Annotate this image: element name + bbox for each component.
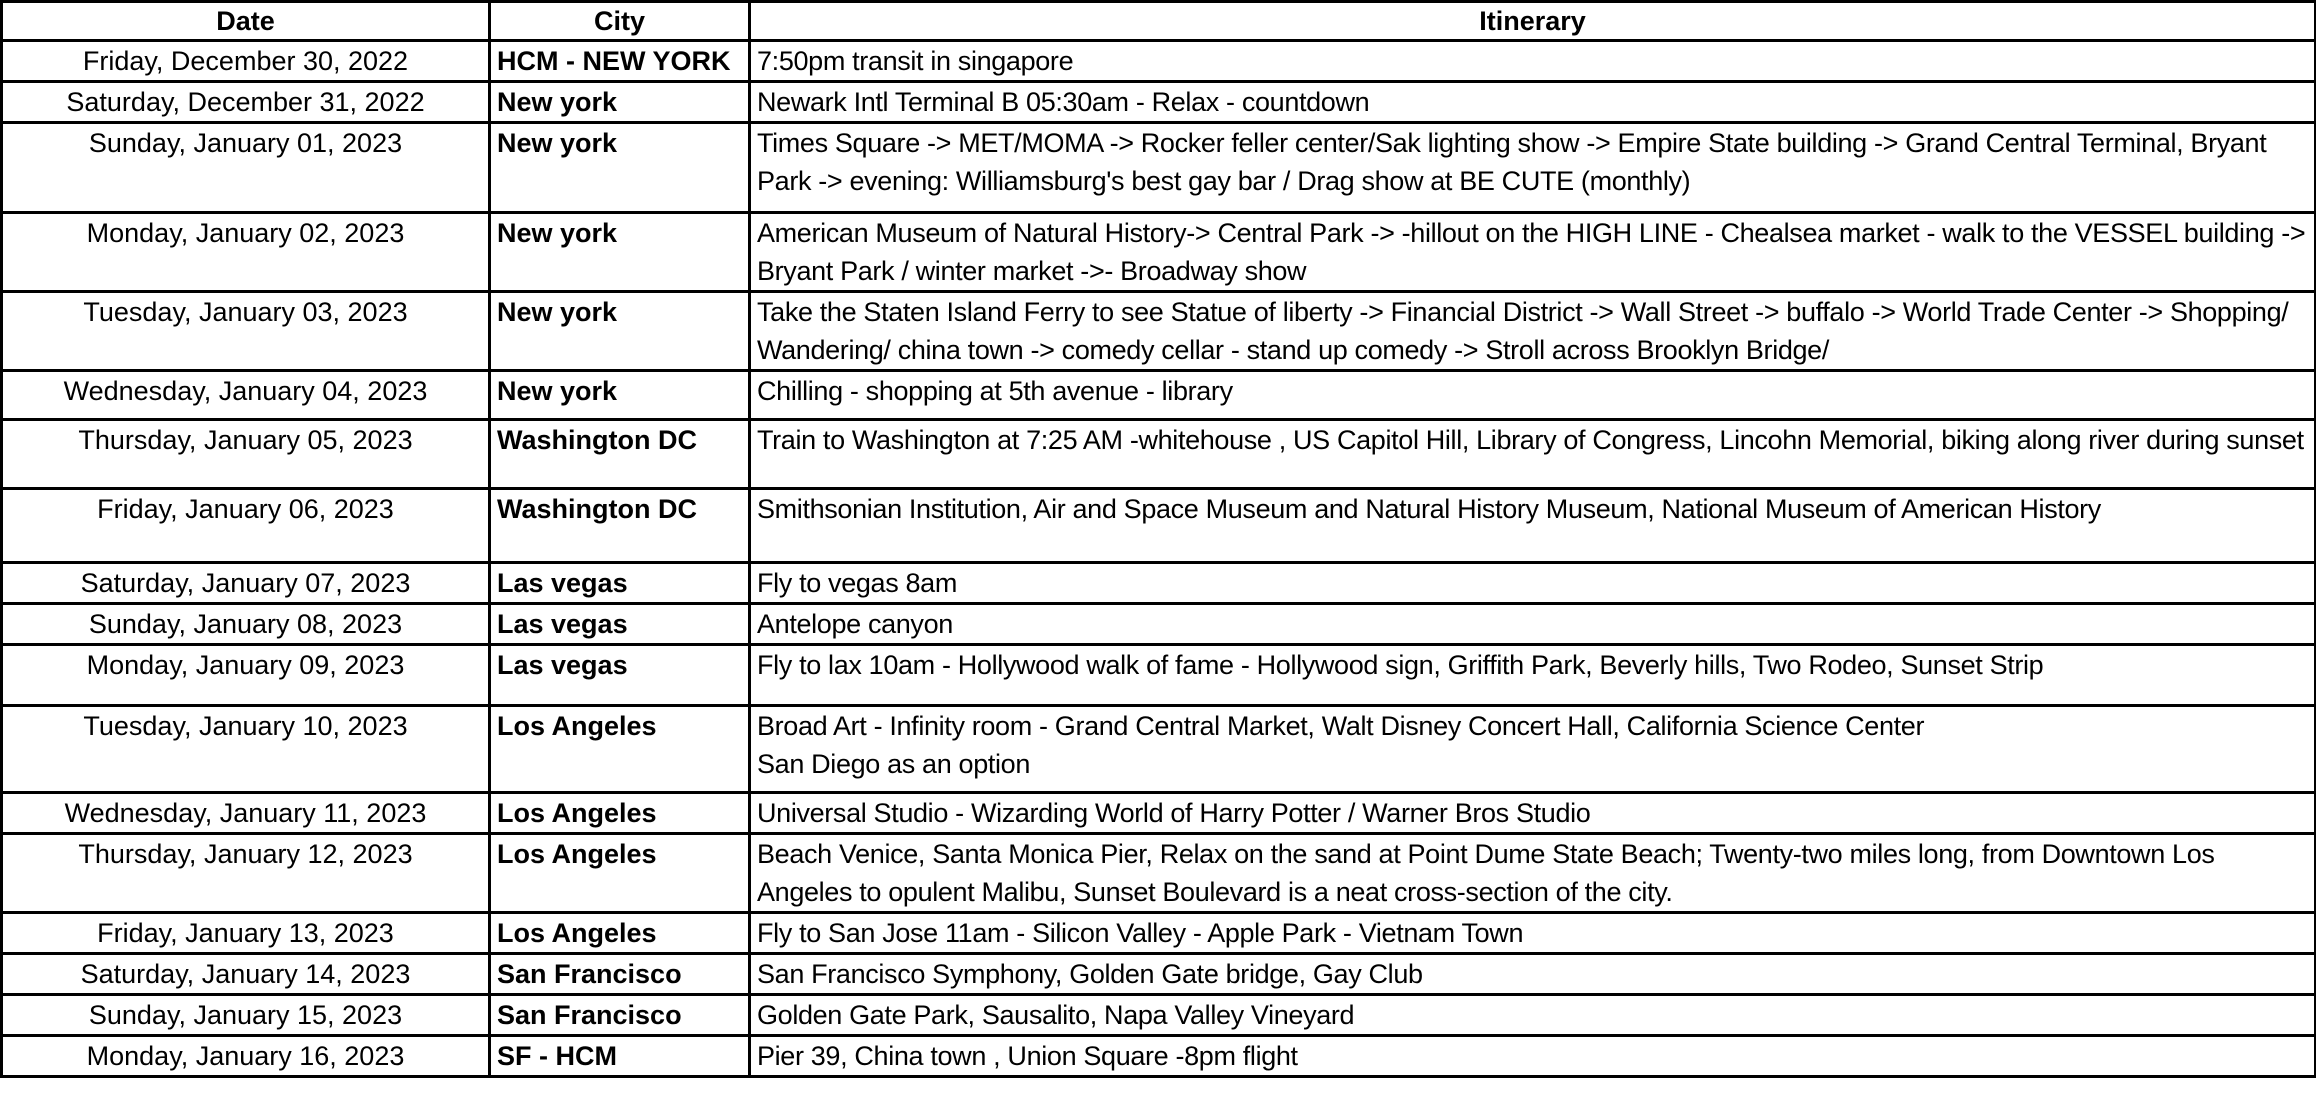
table-row [2,292,2316,371]
city-cell[interactable]: San Francisco [490,995,750,1036]
city-cell[interactable]: New york [490,123,750,213]
itinerary-text: Newark Intl Terminal B 05:30am - Relax - countdown [757,87,1370,117]
itinerary-cell[interactable] [750,995,2316,1036]
table-row [2,645,2316,706]
itinerary-text: Times Square -> MET/MOMA -> Rocker feller center/Sak lighting show -> Empire State building -> Grand Central Terminal, Bryant Park -> evening: Williamsburg's best gay bar / Drag show at BE CUTE (monthly) [757,128,2267,196]
itinerary-text: Beach Venice, Santa Monica Pier, Relax on the sand at Point Dume State Beach; Twenty-two miles long, from Downtown Los Angeles to opulent Malibu, Sunset Boulevard is a neat cross-section of the city. [757,839,2215,907]
city-cell[interactable]: HCM - NEW YORK [490,41,750,82]
itinerary-cell[interactable] [750,292,2316,371]
table-row [2,371,2316,420]
itinerary-text: San Diego as an option [757,749,1031,779]
itinerary-text: Universal Studio - Wizarding World of Harry Potter / Warner Bros Studio [757,798,1591,828]
itinerary-text: Pier 39, China town , Union Square -8pm flight [757,1041,1298,1071]
city-cell[interactable]: New york [490,213,750,292]
itinerary-cell[interactable] [750,420,2316,489]
city-cell[interactable]: Los Angeles [490,834,750,913]
city-cell[interactable]: SF - HCM [490,1036,750,1077]
table-row [2,995,2316,1036]
table-row [2,41,2316,82]
date-cell[interactable]: Saturday, January 07, 2023 [2,563,490,604]
date-cell[interactable]: Saturday, December 31, 2022 [2,82,490,123]
city-cell[interactable]: Los Angeles [490,706,750,793]
date-cell[interactable]: Sunday, January 01, 2023 [2,123,490,213]
date-cell[interactable]: Monday, January 02, 2023 [2,213,490,292]
date-cell[interactable]: Sunday, January 08, 2023 [2,604,490,645]
itinerary-cell[interactable] [750,645,2316,706]
table-row [2,213,2316,292]
city-cell[interactable]: Las vegas [490,563,750,604]
itinerary-cell[interactable] [750,954,2316,995]
itinerary-text: Broad Art - Infinity room - Grand Central Market, Walt Disney Concert Hall, California Science Center [757,711,1925,741]
header-date: Date [2,2,490,41]
itinerary-cell[interactable] [750,489,2316,563]
city-cell[interactable]: San Francisco [490,954,750,995]
city-cell[interactable]: Los Angeles [490,793,750,834]
itinerary-cell[interactable] [750,793,2316,834]
itinerary-text: Chilling - shopping at 5th avenue - library [757,376,1233,406]
date-cell[interactable]: Friday, January 13, 2023 [2,913,490,954]
table-row [2,82,2316,123]
itinerary-text: Fly to lax 10am - Hollywood walk of fame - Hollywood sign, Griffith Park, Beverly hills, Two Rodeo, Sunset Strip [757,650,2044,680]
date-cell[interactable]: Thursday, January 05, 2023 [2,420,490,489]
itinerary-text: Take the Staten Island Ferry to see Statue of liberty -> Financial District -> Wall Street -> buffalo -> World Trade Center -> Shopping/ Wandering/ china town -> comedy cellar - stand up comedy -> Stroll across Brooklyn Bridge/ [757,297,2289,365]
itinerary-text: San Francisco Symphony, Golden Gate bridge, Gay Club [757,959,1423,989]
header-city: City [490,2,750,41]
itinerary-text: Fly to San Jose 11am - Silicon Valley - Apple Park - Vietnam Town [757,918,1524,948]
date-cell[interactable]: Tuesday, January 10, 2023 [2,706,490,793]
table-row [2,604,2316,645]
itinerary-text: Fly to vegas 8am [757,568,957,598]
date-cell[interactable]: Friday, January 06, 2023 [2,489,490,563]
city-cell[interactable]: New york [490,371,750,420]
table-row [2,420,2316,489]
city-cell[interactable]: Los Angeles [490,913,750,954]
itinerary-cell[interactable] [750,213,2316,292]
itinerary-cell[interactable] [750,604,2316,645]
itinerary-text: Antelope canyon [757,609,953,639]
itinerary-text: Smithsonian Institution, Air and Space Museum and Natural History Museum, National Museum of American History [757,494,2101,524]
header-row [2,2,2316,41]
date-cell[interactable]: Thursday, January 12, 2023 [2,834,490,913]
itinerary-cell[interactable] [750,123,2316,213]
date-cell[interactable]: Monday, January 16, 2023 [2,1036,490,1077]
table-row [2,954,2316,995]
table-row [2,834,2316,913]
table-row [2,123,2316,213]
city-cell[interactable]: Las vegas [490,645,750,706]
date-cell[interactable]: Friday, December 30, 2022 [2,41,490,82]
itinerary-cell[interactable] [750,1036,2316,1077]
city-cell[interactable]: New york [490,82,750,123]
itinerary-cell[interactable] [750,563,2316,604]
table-body [2,41,2316,1077]
table-row [2,913,2316,954]
date-cell[interactable]: Sunday, January 15, 2023 [2,995,490,1036]
city-cell[interactable]: Washington DC [490,420,750,489]
date-cell[interactable]: Monday, January 09, 2023 [2,645,490,706]
table-row [2,489,2316,563]
itinerary-text: 7:50pm transit in singapore [757,46,1074,76]
city-cell[interactable]: Washington DC [490,489,750,563]
date-cell[interactable]: Saturday, January 14, 2023 [2,954,490,995]
date-cell[interactable]: Wednesday, January 11, 2023 [2,793,490,834]
date-cell[interactable]: Wednesday, January 04, 2023 [2,371,490,420]
itinerary-cell[interactable] [750,834,2316,913]
itinerary-cell[interactable] [750,82,2316,123]
itinerary-cell[interactable] [750,706,2316,793]
table-row [2,706,2316,793]
itinerary-cell[interactable] [750,41,2316,82]
itinerary-cell[interactable] [750,371,2316,420]
header-itinerary: Itinerary [750,2,2316,41]
itinerary-cell[interactable] [750,913,2316,954]
itinerary-text: Train to Washington at 7:25 AM -whitehouse , US Capitol Hill, Library of Congress, Lincohn Memorial, biking along river during sunset [757,425,2304,455]
table-row [2,563,2316,604]
table-row [2,793,2316,834]
city-cell[interactable]: Las vegas [490,604,750,645]
itinerary-text: American Museum of Natural History-> Central Park -> -hillout on the HIGH LINE - Chealsea market - walk to the VESSEL building -> Bryant Park / winter market ->- Broadway show [757,218,2306,286]
city-cell[interactable]: New york [490,292,750,371]
table-row [2,1036,2316,1077]
date-cell[interactable]: Tuesday, January 03, 2023 [2,292,490,371]
itinerary-text: Golden Gate Park, Sausalito, Napa Valley Vineyard [757,1000,1355,1030]
